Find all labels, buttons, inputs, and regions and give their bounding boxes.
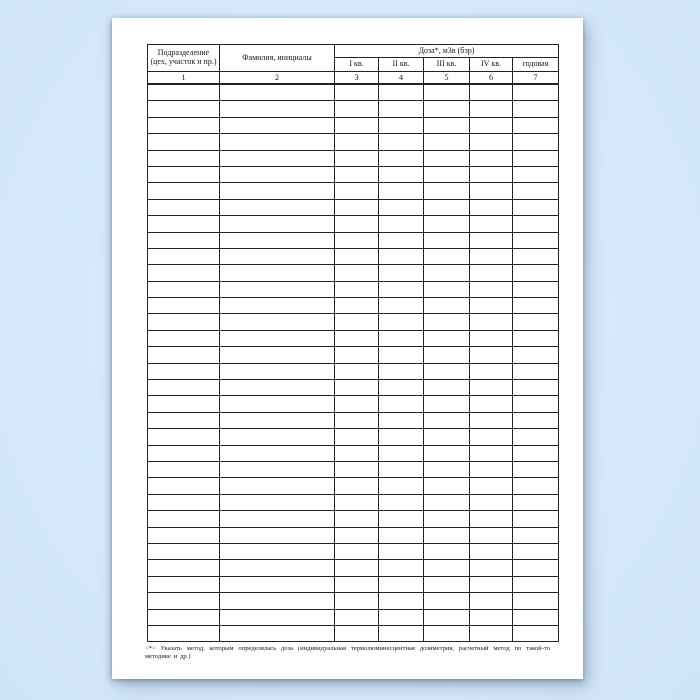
empty-cell — [220, 199, 335, 215]
empty-cell — [220, 396, 335, 412]
empty-cell — [513, 314, 559, 330]
empty-cell — [148, 150, 220, 166]
empty-cell — [424, 347, 470, 363]
empty-cell — [513, 625, 559, 641]
empty-cell — [470, 363, 513, 379]
empty-cell — [424, 609, 470, 625]
empty-cell — [513, 494, 559, 510]
empty-cell — [513, 478, 559, 494]
empty-cell — [424, 117, 470, 133]
empty-cell — [379, 281, 424, 297]
empty-cell — [513, 380, 559, 396]
empty-cell — [379, 461, 424, 477]
empty-cell — [513, 461, 559, 477]
empty-cell — [220, 576, 335, 592]
table-row — [148, 150, 559, 166]
empty-cell — [148, 183, 220, 199]
empty-cell — [513, 265, 559, 281]
table-row — [148, 166, 559, 182]
empty-cell — [220, 232, 335, 248]
empty-cell — [424, 511, 470, 527]
table-row — [148, 576, 559, 592]
empty-cell — [335, 478, 379, 494]
empty-cell — [513, 166, 559, 182]
empty-cell — [335, 134, 379, 150]
empty-cell — [220, 330, 335, 346]
empty-cell — [513, 593, 559, 609]
empty-cell — [513, 101, 559, 117]
empty-cell — [513, 150, 559, 166]
empty-cell — [335, 543, 379, 559]
empty-cell — [424, 84, 470, 101]
empty-cell — [379, 625, 424, 641]
empty-cell — [220, 248, 335, 264]
empty-cell — [148, 330, 220, 346]
empty-cell — [335, 84, 379, 101]
empty-cell — [148, 478, 220, 494]
empty-cell — [513, 199, 559, 215]
empty-cell — [424, 576, 470, 592]
empty-cell — [335, 117, 379, 133]
table-row — [148, 380, 559, 396]
empty-cell — [513, 527, 559, 543]
col-header-quarter-2: II кв. — [379, 58, 424, 72]
empty-cell — [335, 429, 379, 445]
empty-cell — [335, 609, 379, 625]
empty-cell — [513, 134, 559, 150]
empty-cell — [470, 248, 513, 264]
empty-cell — [470, 330, 513, 346]
empty-cell — [220, 347, 335, 363]
empty-cell — [424, 314, 470, 330]
empty-cell — [424, 543, 470, 559]
column-number-4: 4 — [379, 72, 424, 85]
empty-cell — [335, 461, 379, 477]
empty-cell — [379, 412, 424, 428]
empty-cell — [470, 166, 513, 182]
col-header-annual: годовая — [513, 58, 559, 72]
empty-cell — [379, 527, 424, 543]
empty-cell — [335, 232, 379, 248]
table-row — [148, 183, 559, 199]
empty-cell — [424, 232, 470, 248]
empty-cell — [379, 248, 424, 264]
table-row — [148, 199, 559, 215]
empty-cell — [424, 625, 470, 641]
empty-cell — [470, 216, 513, 232]
empty-cell — [513, 347, 559, 363]
empty-cell — [424, 412, 470, 428]
table-row — [148, 625, 559, 641]
empty-cell — [220, 478, 335, 494]
empty-cell — [148, 543, 220, 559]
empty-cell — [379, 429, 424, 445]
empty-cell — [513, 609, 559, 625]
empty-cell — [470, 84, 513, 101]
empty-cell — [335, 281, 379, 297]
empty-cell — [379, 494, 424, 510]
empty-cell — [148, 380, 220, 396]
empty-cell — [424, 494, 470, 510]
column-number-row — [148, 72, 559, 85]
empty-cell — [379, 380, 424, 396]
table-row — [148, 363, 559, 379]
empty-cell — [424, 593, 470, 609]
empty-cell — [220, 216, 335, 232]
empty-cell — [470, 494, 513, 510]
column-number-5: 5 — [424, 72, 470, 85]
empty-cell — [379, 560, 424, 576]
empty-cell — [335, 298, 379, 314]
empty-cell — [220, 101, 335, 117]
empty-cell — [424, 150, 470, 166]
empty-cell — [470, 576, 513, 592]
empty-cell — [220, 380, 335, 396]
empty-cell — [148, 314, 220, 330]
empty-cell — [470, 461, 513, 477]
empty-cell — [470, 134, 513, 150]
empty-cell — [513, 298, 559, 314]
empty-cell — [148, 593, 220, 609]
col-group-header-dose: Доза*, мЗв (бэр) — [335, 45, 559, 58]
empty-cell — [148, 248, 220, 264]
empty-cell — [470, 429, 513, 445]
empty-cell — [424, 265, 470, 281]
empty-cell — [513, 429, 559, 445]
empty-cell — [379, 166, 424, 182]
empty-cell — [220, 314, 335, 330]
empty-cell — [513, 363, 559, 379]
empty-cell — [424, 396, 470, 412]
empty-cell — [220, 363, 335, 379]
empty-cell — [220, 412, 335, 428]
empty-cell — [470, 150, 513, 166]
table-header — [148, 45, 559, 85]
empty-cell — [379, 183, 424, 199]
empty-cell — [220, 117, 335, 133]
table-row — [148, 84, 559, 101]
empty-cell — [148, 232, 220, 248]
empty-cell — [148, 347, 220, 363]
empty-cell — [470, 232, 513, 248]
empty-cell — [470, 265, 513, 281]
table-row — [148, 347, 559, 363]
empty-cell — [513, 117, 559, 133]
empty-cell — [470, 298, 513, 314]
empty-cell — [148, 429, 220, 445]
empty-cell — [220, 265, 335, 281]
table-body — [148, 84, 559, 642]
empty-cell — [220, 494, 335, 510]
empty-cell — [379, 330, 424, 346]
empty-cell — [470, 101, 513, 117]
column-number-1: 1 — [148, 72, 220, 85]
empty-cell — [470, 625, 513, 641]
empty-cell — [335, 101, 379, 117]
empty-cell — [379, 298, 424, 314]
empty-cell — [513, 396, 559, 412]
empty-cell — [220, 609, 335, 625]
table-row — [148, 330, 559, 346]
empty-cell — [470, 609, 513, 625]
empty-cell — [220, 527, 335, 543]
empty-cell — [148, 494, 220, 510]
table-row — [148, 494, 559, 510]
empty-cell — [335, 576, 379, 592]
empty-cell — [335, 265, 379, 281]
empty-cell — [470, 478, 513, 494]
table-row — [148, 412, 559, 428]
empty-cell — [148, 216, 220, 232]
col-header-surname: Фамилия, инициалы — [220, 45, 335, 72]
empty-cell — [335, 593, 379, 609]
empty-cell — [424, 330, 470, 346]
empty-cell — [470, 380, 513, 396]
empty-cell — [148, 363, 220, 379]
empty-cell — [513, 445, 559, 461]
empty-cell — [148, 576, 220, 592]
empty-cell — [424, 461, 470, 477]
empty-cell — [424, 363, 470, 379]
col-header-quarter-4: IV кв. — [470, 58, 513, 72]
empty-cell — [335, 625, 379, 641]
table-row — [148, 560, 559, 576]
empty-cell — [335, 330, 379, 346]
empty-cell — [424, 166, 470, 182]
empty-cell — [424, 445, 470, 461]
empty-cell — [148, 625, 220, 641]
dose-record-table — [147, 44, 559, 642]
empty-cell — [220, 593, 335, 609]
empty-cell — [470, 593, 513, 609]
empty-cell — [220, 281, 335, 297]
empty-cell — [424, 134, 470, 150]
footnote: <*> Указать метод, которым определялась доза (индивидуальная термолюминесцентная дозиметрия, расчетный метод по такой-то методике и др.) — [145, 645, 550, 660]
col-header-division: Подразделение (цех, участок и пр.) — [148, 45, 220, 72]
empty-cell — [424, 298, 470, 314]
empty-cell — [513, 216, 559, 232]
empty-cell — [424, 429, 470, 445]
empty-cell — [148, 84, 220, 101]
empty-cell — [148, 412, 220, 428]
empty-cell — [424, 216, 470, 232]
table-row — [148, 101, 559, 117]
empty-cell — [470, 412, 513, 428]
empty-cell — [379, 117, 424, 133]
empty-cell — [148, 560, 220, 576]
empty-cell — [335, 527, 379, 543]
table-row — [148, 314, 559, 330]
empty-cell — [148, 445, 220, 461]
table-row — [148, 429, 559, 445]
empty-cell — [148, 298, 220, 314]
empty-cell — [148, 199, 220, 215]
col-header-quarter-3: III кв. — [424, 58, 470, 72]
empty-cell — [470, 396, 513, 412]
empty-cell — [220, 543, 335, 559]
empty-cell — [513, 248, 559, 264]
table-row — [148, 445, 559, 461]
table-row — [148, 232, 559, 248]
table-row — [148, 511, 559, 527]
empty-cell — [470, 347, 513, 363]
empty-cell — [513, 84, 559, 101]
empty-cell — [424, 101, 470, 117]
empty-cell — [424, 478, 470, 494]
empty-cell — [148, 527, 220, 543]
empty-cell — [220, 511, 335, 527]
empty-cell — [148, 265, 220, 281]
empty-cell — [379, 511, 424, 527]
empty-cell — [379, 593, 424, 609]
empty-cell — [424, 560, 470, 576]
empty-cell — [148, 166, 220, 182]
empty-cell — [379, 347, 424, 363]
table-row — [148, 265, 559, 281]
empty-cell — [220, 183, 335, 199]
empty-cell — [470, 445, 513, 461]
empty-cell — [220, 625, 335, 641]
empty-cell — [148, 134, 220, 150]
empty-cell — [379, 396, 424, 412]
empty-cell — [335, 183, 379, 199]
table-row — [148, 461, 559, 477]
empty-cell — [513, 543, 559, 559]
empty-cell — [379, 445, 424, 461]
empty-cell — [379, 265, 424, 281]
empty-cell — [335, 248, 379, 264]
empty-cell — [424, 380, 470, 396]
empty-cell — [379, 314, 424, 330]
empty-cell — [470, 117, 513, 133]
col-header-quarter-1: I кв. — [335, 58, 379, 72]
empty-cell — [335, 445, 379, 461]
empty-cell — [148, 281, 220, 297]
empty-cell — [379, 199, 424, 215]
empty-cell — [335, 560, 379, 576]
table-row — [148, 527, 559, 543]
empty-cell — [220, 166, 335, 182]
empty-cell — [470, 527, 513, 543]
empty-cell — [513, 576, 559, 592]
empty-cell — [513, 412, 559, 428]
empty-cell — [335, 347, 379, 363]
empty-cell — [148, 101, 220, 117]
table-row — [148, 543, 559, 559]
empty-cell — [148, 117, 220, 133]
column-number-3: 3 — [335, 72, 379, 85]
empty-cell — [335, 412, 379, 428]
empty-cell — [379, 478, 424, 494]
empty-cell — [470, 199, 513, 215]
empty-cell — [148, 609, 220, 625]
empty-cell — [513, 281, 559, 297]
empty-cell — [424, 248, 470, 264]
column-number-7: 7 — [513, 72, 559, 85]
empty-cell — [513, 560, 559, 576]
empty-cell — [424, 183, 470, 199]
empty-cell — [220, 445, 335, 461]
empty-cell — [470, 281, 513, 297]
empty-cell — [220, 429, 335, 445]
empty-cell — [424, 281, 470, 297]
table-row — [148, 396, 559, 412]
table-row — [148, 216, 559, 232]
empty-cell — [220, 134, 335, 150]
empty-cell — [379, 543, 424, 559]
empty-cell — [379, 576, 424, 592]
empty-cell — [148, 511, 220, 527]
empty-cell — [148, 461, 220, 477]
empty-cell — [379, 232, 424, 248]
table-row — [148, 298, 559, 314]
document-page — [112, 18, 583, 679]
column-number-6: 6 — [470, 72, 513, 85]
empty-cell — [470, 511, 513, 527]
empty-cell — [513, 511, 559, 527]
empty-cell — [335, 199, 379, 215]
empty-cell — [379, 609, 424, 625]
empty-cell — [335, 396, 379, 412]
empty-cell — [335, 166, 379, 182]
empty-cell — [424, 199, 470, 215]
empty-cell — [379, 150, 424, 166]
empty-cell — [335, 511, 379, 527]
table-row — [148, 248, 559, 264]
empty-cell — [470, 560, 513, 576]
table-row — [148, 117, 559, 133]
empty-cell — [335, 363, 379, 379]
empty-cell — [335, 216, 379, 232]
empty-cell — [335, 494, 379, 510]
empty-cell — [513, 330, 559, 346]
empty-cell — [220, 150, 335, 166]
table-row — [148, 609, 559, 625]
table-row — [148, 593, 559, 609]
empty-cell — [220, 560, 335, 576]
empty-cell — [379, 134, 424, 150]
table-row — [148, 281, 559, 297]
empty-cell — [513, 183, 559, 199]
empty-cell — [335, 150, 379, 166]
empty-cell — [335, 380, 379, 396]
empty-cell — [379, 216, 424, 232]
empty-cell — [220, 84, 335, 101]
empty-cell — [470, 543, 513, 559]
empty-cell — [335, 314, 379, 330]
empty-cell — [379, 363, 424, 379]
empty-cell — [470, 183, 513, 199]
empty-cell — [379, 101, 424, 117]
empty-cell — [513, 232, 559, 248]
empty-cell — [148, 396, 220, 412]
empty-cell — [470, 314, 513, 330]
column-number-2: 2 — [220, 72, 335, 85]
table-row — [148, 478, 559, 494]
empty-cell — [424, 527, 470, 543]
empty-cell — [379, 84, 424, 101]
empty-cell — [220, 461, 335, 477]
empty-cell — [220, 298, 335, 314]
table-row — [148, 134, 559, 150]
